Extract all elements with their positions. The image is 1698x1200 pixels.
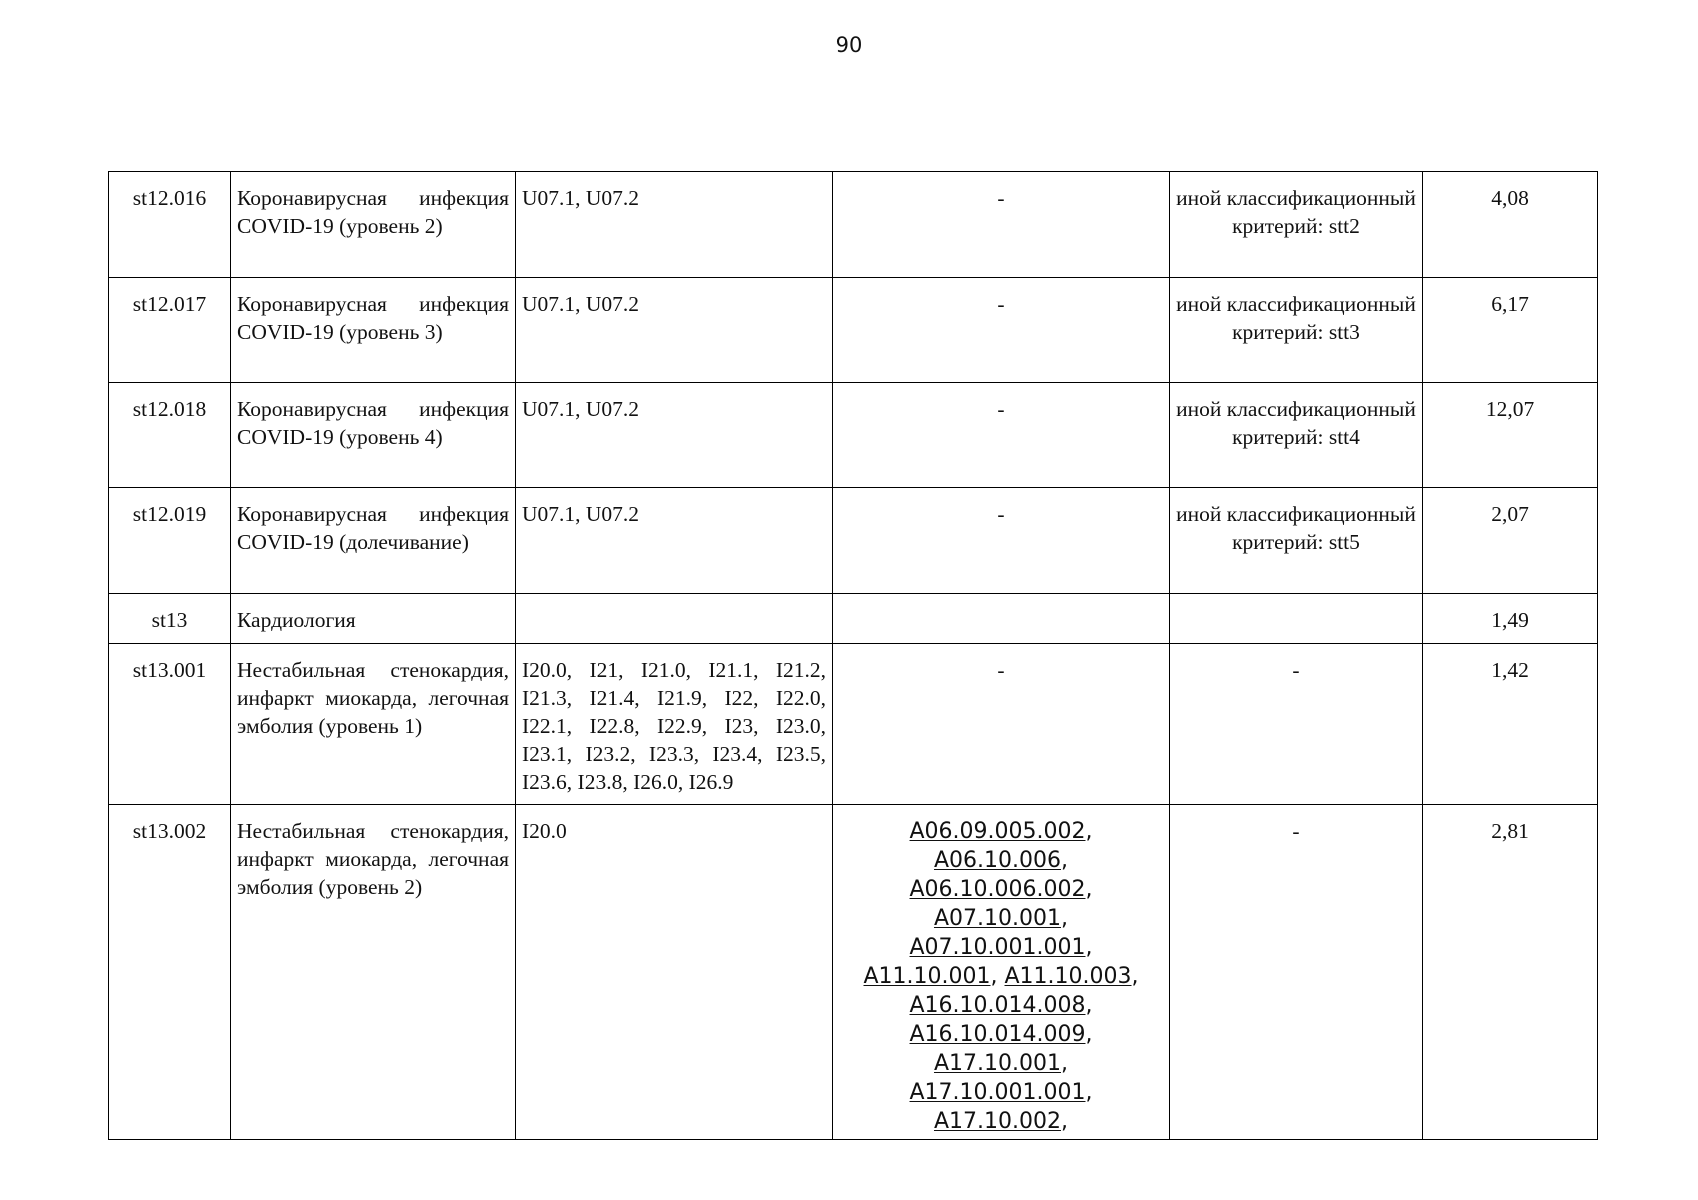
icd-codes: I20.0 [516,805,833,1140]
other-criterion: иной классификационный критерий: stt3 [1170,278,1423,383]
table-row [109,172,1598,278]
service-code-link[interactable]: A16.10.014.009 [909,1022,1086,1047]
icd-codes: U07.1, U07.2 [516,383,833,488]
ksg-code: st13 [109,594,231,644]
coefficient: 2,81 [1423,805,1598,1140]
other-criterion: - [1170,644,1423,805]
coefficient: 4,08 [1423,172,1598,278]
other-criterion: иной классификационный критерий: stt5 [1170,488,1423,594]
service-code-link[interactable]: A07.10.001 [933,906,1061,931]
service-line: A06.10.006, [933,848,1068,873]
service-code-link[interactable]: A17.10.002 [933,1109,1061,1134]
service-codes-list [833,805,1170,1140]
service-code-link[interactable]: A17.10.001 [933,1051,1061,1076]
table-row [109,805,1598,1140]
service-code-link[interactable]: A07.10.001.001 [909,935,1086,960]
service-code-link[interactable]: A11.10.003 [1004,964,1132,989]
page-number: 90 [835,33,863,57]
ksg-code: st12.017 [109,278,231,383]
service-line: A11.10.001, A11.10.003, [863,964,1139,989]
icd-codes: U07.1, U07.2 [516,278,833,383]
service-line: A06.09.005.002, [909,819,1093,844]
ksg-code: st12.018 [109,383,231,488]
other-criterion: - [1170,805,1423,1140]
coefficient: 1,49 [1423,594,1598,644]
table-row [109,383,1598,488]
service-code-link[interactable]: A17.10.001.001 [909,1080,1086,1105]
ksg-name: Коронавирусная инфекция COVID-19 (уровень 3) [231,278,516,383]
icd-codes: I20.0, I21, I21.0, I21.1, I21.2, I21.3, I21.4, I21.9, I22, I22.0, I22.1, I22.8, I22.9, I23, I23.0, I23.1, I23.2, I23.3, I23.4, I23.5, I23.6, I23.8, I26.0, I26.9 [516,644,833,805]
service-codes: - [833,383,1170,488]
service-codes: - [833,172,1170,278]
coefficient: 2,07 [1423,488,1598,594]
service-codes: - [833,278,1170,383]
table-row [109,488,1598,594]
ksg-code: st12.016 [109,172,231,278]
service-code-link[interactable]: A06.10.006 [933,848,1061,873]
icd-codes: U07.1, U07.2 [516,172,833,278]
ksg-name: Коронавирусная инфекция COVID-19 (долечивание) [231,488,516,594]
service-line: A17.10.002, [933,1109,1068,1134]
coefficient: 1,42 [1423,644,1598,805]
service-code-link[interactable]: A11.10.001 [863,964,991,989]
ksg-code: st12.019 [109,488,231,594]
ksg-name: Нестабильная стенокардия, инфаркт миокарда, легочная эмболия (уровень 1) [231,644,516,805]
other-criterion: иной классификационный критерий: stt2 [1170,172,1423,278]
service-code-link[interactable]: A06.10.006.002 [909,877,1086,902]
service-line: A06.10.006.002, [909,877,1093,902]
service-line: A16.10.014.008, [909,993,1093,1018]
service-codes [833,594,1170,644]
service-line: A07.10.001, [933,906,1068,931]
ksg-code: st13.002 [109,805,231,1140]
service-line: A16.10.014.009, [909,1022,1093,1047]
table-row [109,644,1598,805]
other-criterion [1170,594,1423,644]
ksg-name: Кардиология [231,594,516,644]
ksg-table [108,171,1598,1140]
ksg-name: Коронавирусная инфекция COVID-19 (уровень 4) [231,383,516,488]
coefficient: 6,17 [1423,278,1598,383]
table-row [109,594,1598,644]
service-codes: - [833,488,1170,594]
service-line: A17.10.001, [933,1051,1068,1076]
ksg-code: st13.001 [109,644,231,805]
service-code-link[interactable]: A16.10.014.008 [909,993,1086,1018]
icd-codes: U07.1, U07.2 [516,488,833,594]
icd-codes [516,594,833,644]
ksg-name: Коронавирусная инфекция COVID-19 (уровень 2) [231,172,516,278]
ksg-name: Нестабильная стенокардия, инфаркт миокарда, легочная эмболия (уровень 2) [231,805,516,1140]
table-row [109,278,1598,383]
service-code-link[interactable]: A06.09.005.002 [909,819,1086,844]
service-line: A17.10.001.001, [909,1080,1093,1105]
service-line: A07.10.001.001, [909,935,1093,960]
coefficient: 12,07 [1423,383,1598,488]
service-codes: - [833,644,1170,805]
other-criterion: иной классификационный критерий: stt4 [1170,383,1423,488]
